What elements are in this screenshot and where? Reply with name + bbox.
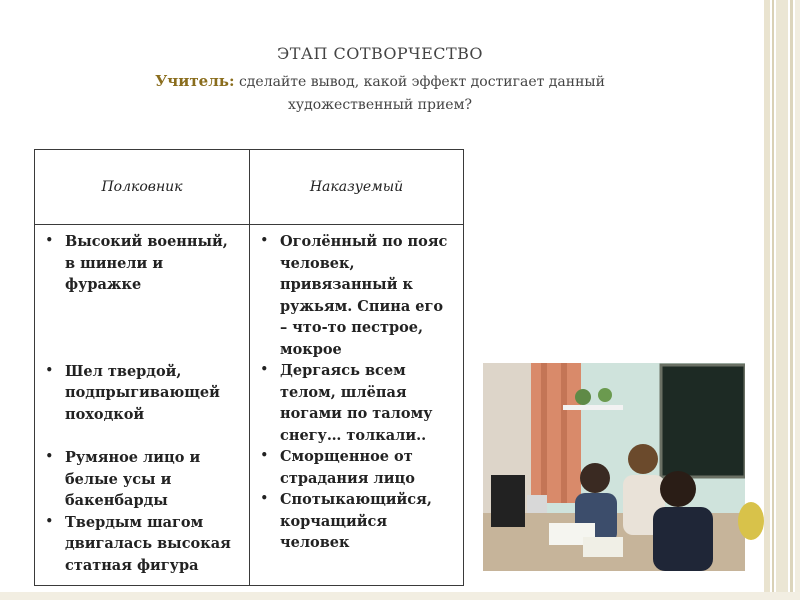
- list-item: • Высокий военный, в шинели и фуражке: [41, 231, 241, 296]
- list-item: • Шел твердой, подпрыгивающей походкой: [41, 361, 241, 426]
- subtitle-line: сделайте вывод, какой эффект достигает данный: [238, 74, 605, 90]
- column-header: Наказуемый: [250, 150, 464, 225]
- decor-circle: [738, 502, 764, 540]
- list-item: • Твердым шагом двигалась высокая статная фигура: [41, 512, 241, 577]
- column-header: Полковник: [35, 150, 250, 225]
- subtitle-lead: Учитель:: [155, 72, 235, 90]
- subtitle-line: художественный прием?: [288, 97, 472, 113]
- decor-bottom-band: [0, 592, 800, 600]
- table-cell: [250, 225, 464, 586]
- decor-stripe: [795, 0, 800, 600]
- bullet-list: [256, 231, 455, 554]
- decor-stripe: [772, 0, 774, 600]
- list-item: • Оголённый по пояс человек, привязанный к ружьям. Спина его – что-то пестрое, мокрое: [256, 231, 455, 360]
- bullet-list: [41, 231, 241, 576]
- slide-title: ЭТАП СОТВОРЧЕСТВО: [276, 44, 484, 63]
- list-item: • Спотыкающийся, корчащийся человек: [256, 489, 455, 554]
- slide-subtitle: [60, 70, 700, 117]
- list-item: • Сморщенное от страдания лицо: [256, 446, 455, 489]
- table-cell: [35, 225, 250, 586]
- list-item: • Дергаясь всем телом, шлёпая ногами по талому снегу… толкали..: [256, 360, 455, 446]
- classroom-photo: [483, 363, 745, 571]
- decor-stripe: [764, 0, 770, 600]
- list-item: • Румяное лицо и белые усы и бакенбарды: [41, 447, 241, 512]
- decor-stripe: [776, 0, 788, 600]
- comparison-table: [34, 149, 464, 586]
- decor-stripe: [790, 0, 793, 600]
